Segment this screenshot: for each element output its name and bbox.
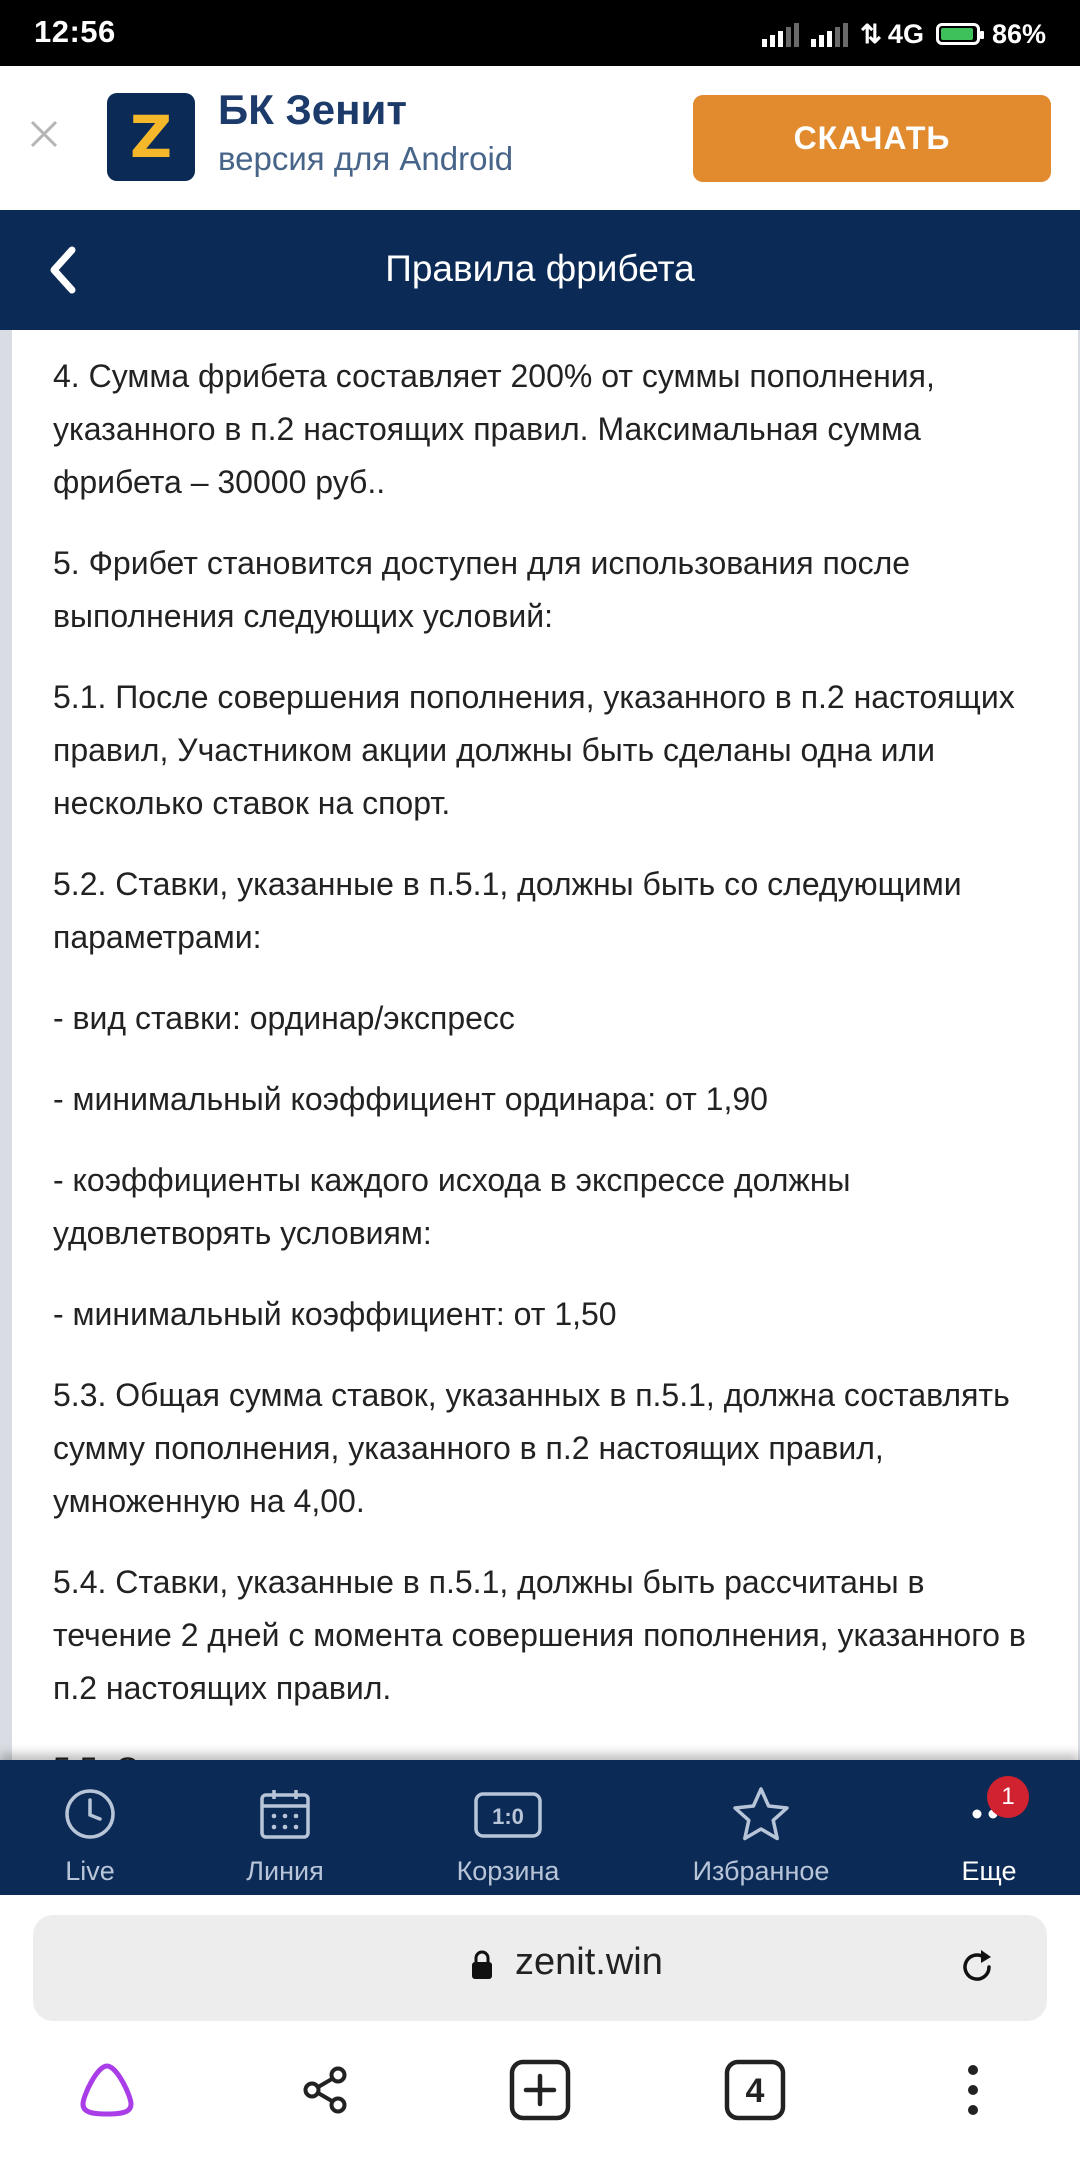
rule-paragraph: 4. Сумма фрибета составляет 200% от суммы пополнения, указанного в п.2 настоящих правил. Максимальная сумма фрибета – 30000 руб.. xyxy=(53,358,935,500)
battery-icon xyxy=(936,23,980,45)
rules-content[interactable] xyxy=(12,330,1078,1760)
app-install-banner xyxy=(0,66,1080,210)
rule-paragraph: - коэффициенты каждого исхода в экспрессе должны удовлетворять условиям: xyxy=(53,1162,851,1251)
kebab-menu-icon xyxy=(963,2060,983,2120)
nav-label: Live xyxy=(65,1856,115,1886)
scoreboard-icon xyxy=(472,1786,544,1842)
rule-paragraph: 5.3. Общая сумма ставок, указанных в п.5.1, должна составлять сумму пополнения, указанного в п.2 настоящих правил, умноженную на 4,00. xyxy=(53,1377,1010,1519)
assistant-button[interactable] xyxy=(72,2055,142,2125)
browser-menu-button[interactable] xyxy=(938,2055,1008,2125)
bottom-navigation xyxy=(0,1760,1080,1895)
rule-paragraph: - вид ставки: ординар/экспресс xyxy=(53,1000,515,1036)
rule-paragraph: - минимальный коэффициент ординара: от 1,90 xyxy=(53,1081,768,1117)
url-text: zenit.win xyxy=(515,1941,663,1983)
nav-item-line[interactable] xyxy=(225,1760,345,1895)
new-tab-button[interactable] xyxy=(505,2055,575,2125)
nav-label: Избранное xyxy=(692,1856,830,1886)
status-bar xyxy=(0,0,1080,66)
close-icon[interactable] xyxy=(24,114,64,154)
lock-icon xyxy=(470,1949,494,1981)
rules-text xyxy=(12,330,1078,1796)
network-type: 4G xyxy=(887,18,924,49)
rule-paragraph: 5.2. Ставки, указанные в п.5.1, должны быть со следующими параметрами: xyxy=(53,866,962,955)
page-header xyxy=(0,210,1080,330)
nav-label: Еще xyxy=(961,1856,1017,1886)
tab-count: 4 xyxy=(745,2072,765,2110)
data-arrows-icon: ⇅ xyxy=(860,18,882,49)
tabs-button[interactable] xyxy=(720,2055,790,2125)
rule-paragraph: - минимальный коэффициент: от 1,50 xyxy=(53,1296,617,1332)
clock-icon xyxy=(62,1786,118,1842)
nav-label: Корзина xyxy=(456,1856,560,1886)
reload-icon[interactable] xyxy=(957,1947,997,1987)
share-button[interactable] xyxy=(290,2055,360,2125)
signal-icon xyxy=(811,21,848,47)
browser-toolbar xyxy=(0,1895,1080,2160)
banner-title: БК Зенит xyxy=(218,86,407,133)
app-logo xyxy=(107,93,195,181)
signal-icon xyxy=(762,21,799,47)
assistant-icon xyxy=(75,2060,139,2120)
nav-label: Линия xyxy=(246,1856,324,1886)
app-logo-letter: Z xyxy=(129,103,173,171)
download-button[interactable]: СКАЧАТЬ xyxy=(693,95,1051,182)
status-time: 12:56 xyxy=(34,14,116,49)
address-bar[interactable] xyxy=(33,1915,1047,2021)
share-icon xyxy=(297,2062,353,2118)
page-title: Правила фрибета xyxy=(385,248,695,289)
rule-paragraph: 5. Фрибет становится доступен для использования после выполнения следующих условий: xyxy=(53,545,911,634)
notification-badge: 1 xyxy=(987,1776,1029,1818)
tabs-count-icon xyxy=(723,2058,787,2122)
network-indicator xyxy=(860,19,924,50)
nav-item-more[interactable] xyxy=(939,1760,1039,1895)
status-indicators xyxy=(762,14,1046,54)
rule-paragraph: 5.4. Ставки, указанные в п.5.1, должны быть рассчитаны в течение 2 дней с момента совершения пополнения, указанного в п.2 настоящих правил. xyxy=(53,1564,1026,1706)
scoreboard-icon-text: 1:0 xyxy=(492,1804,524,1829)
star-icon xyxy=(731,1785,791,1843)
nav-item-favorites[interactable] xyxy=(686,1760,836,1895)
nav-item-basket[interactable] xyxy=(448,1760,568,1895)
plus-icon xyxy=(508,2058,572,2122)
battery-percent: 86% xyxy=(991,18,1046,49)
calendar-icon xyxy=(257,1786,313,1842)
nav-item-live[interactable] xyxy=(40,1760,140,1895)
banner-subtitle: версия для Android xyxy=(218,140,514,177)
rule-paragraph: 5.1. После совершения пополнения, указанного в п.2 настоящих правил, Участником акции должны быть сделаны одна или несколько ставок на спорт. xyxy=(53,679,1015,821)
